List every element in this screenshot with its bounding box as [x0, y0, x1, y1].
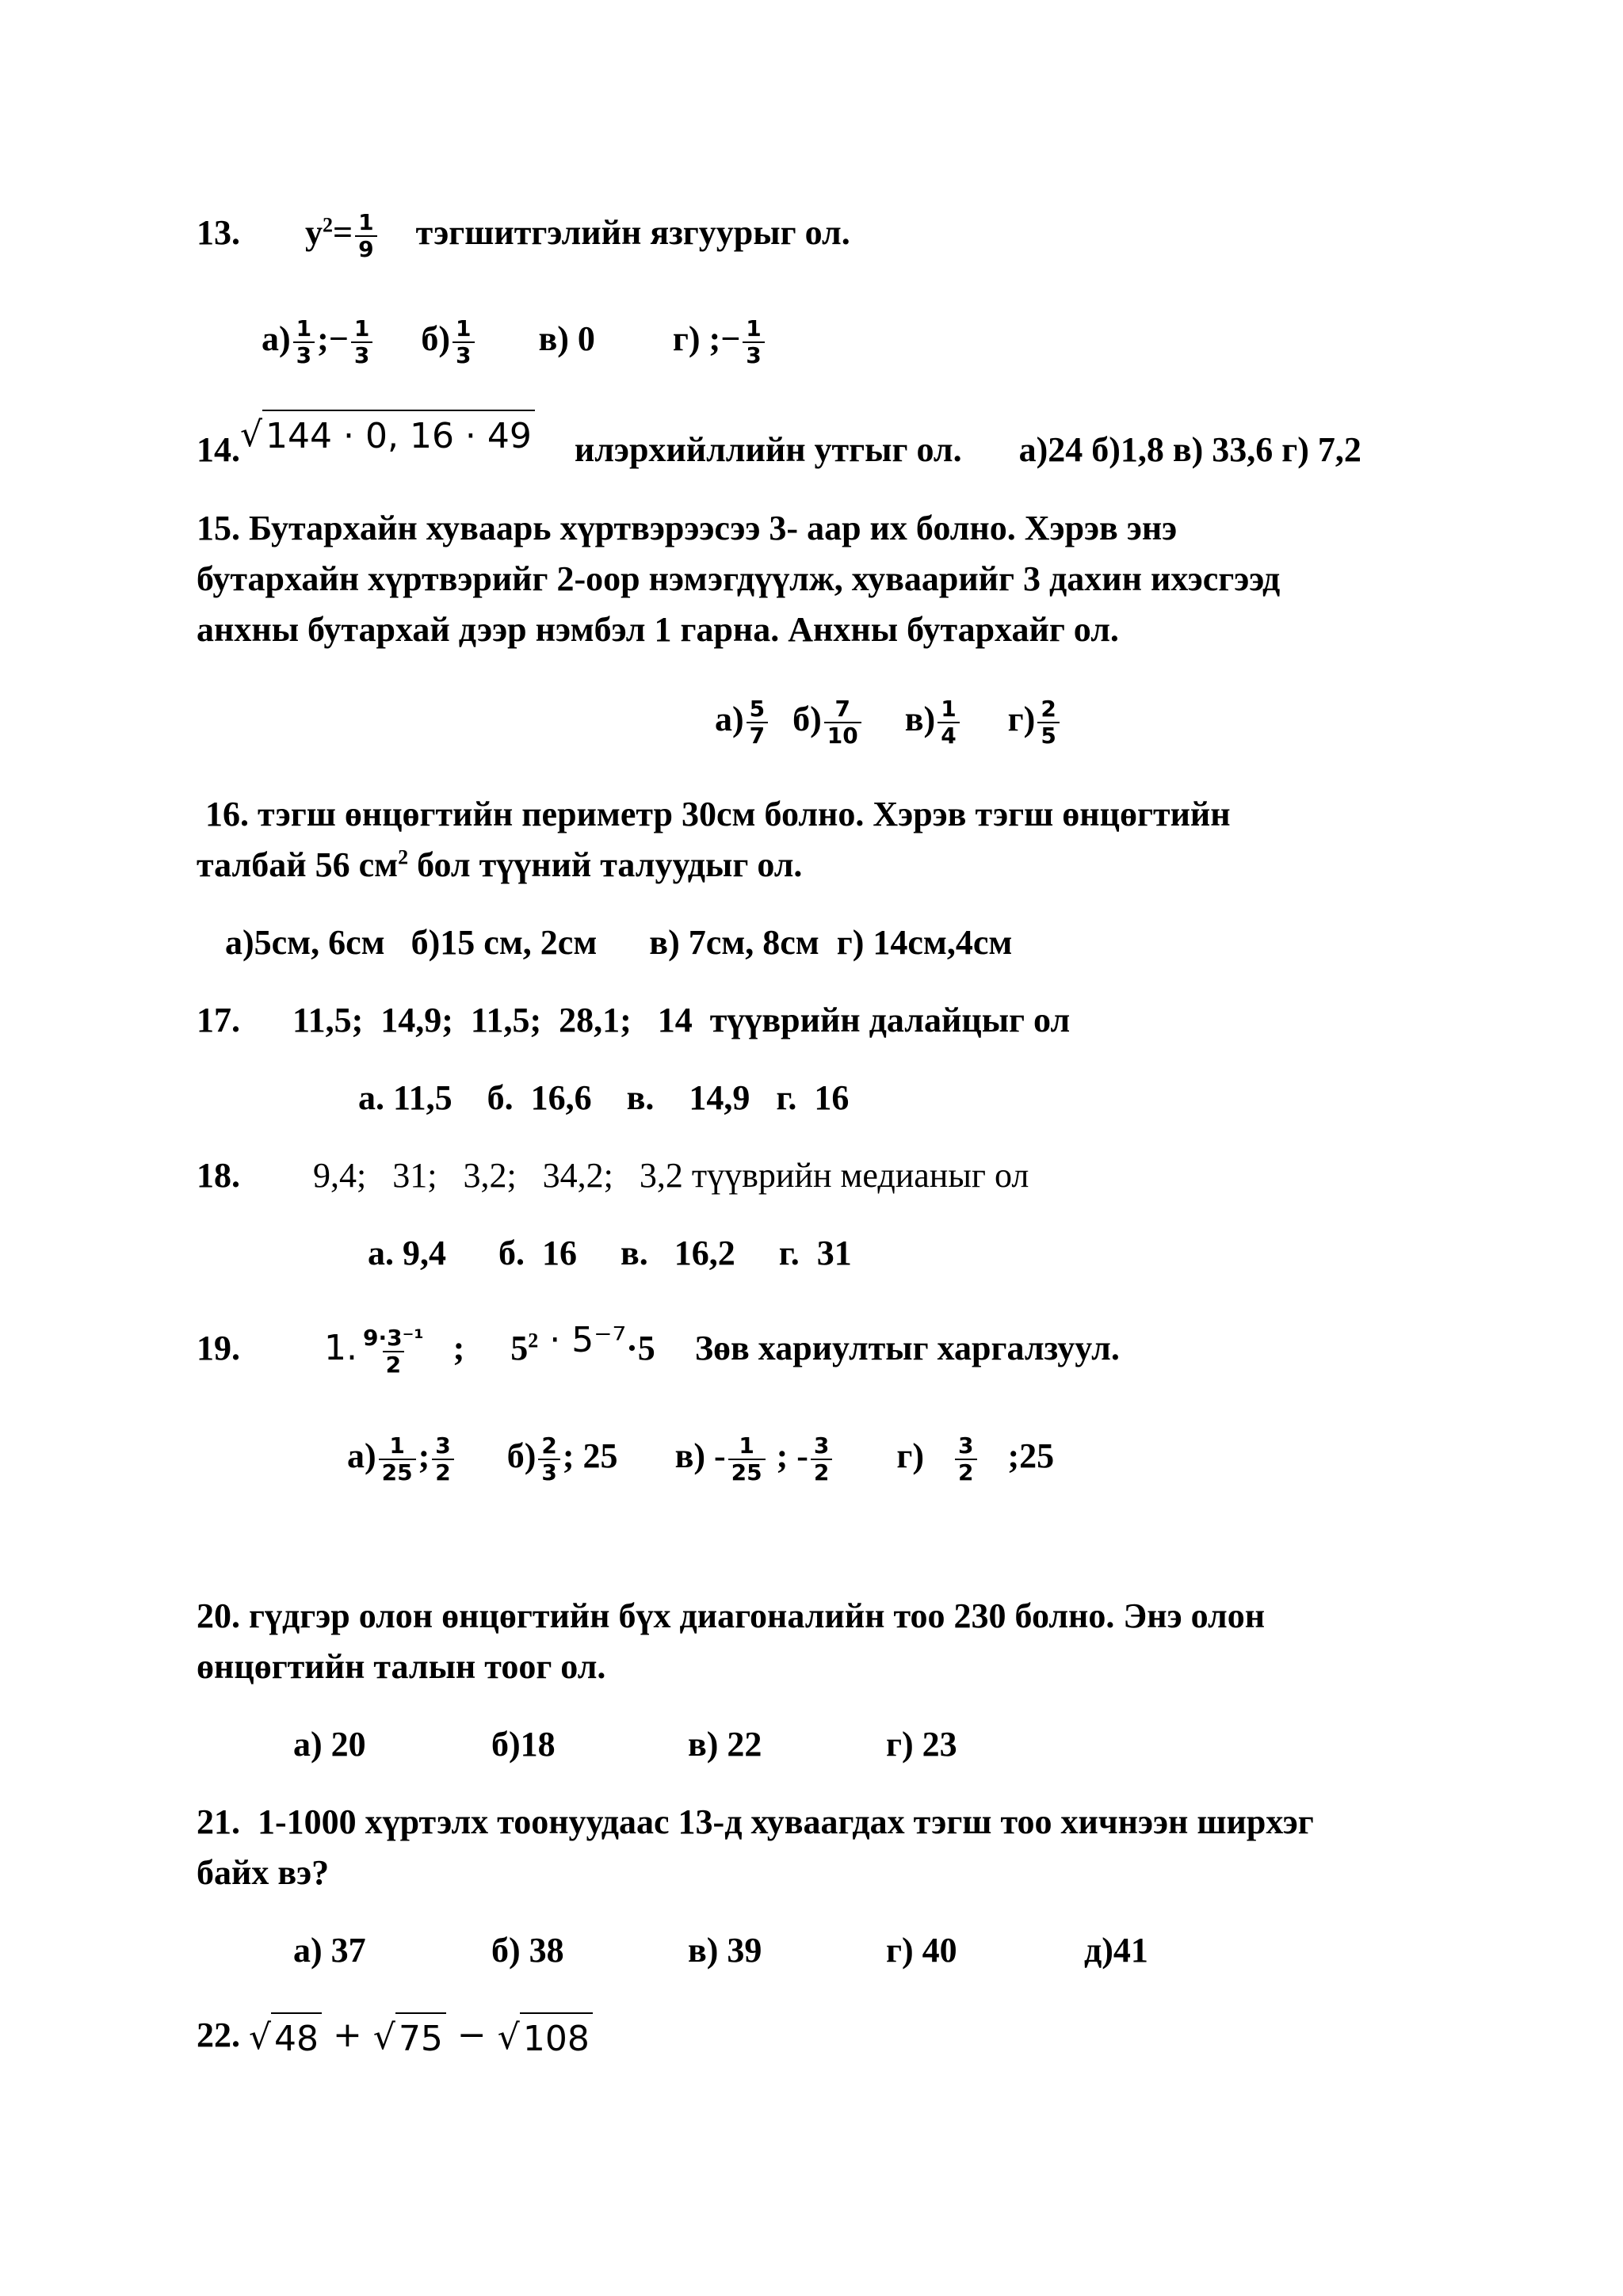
question-14	[197, 414, 1361, 479]
question-17: 17. 11,5; 14,9; 11,5; 28,1; 14 түүврийн далайцыг ол	[197, 1001, 1071, 1039]
square-root: √ 144 · 0, 16 · 49	[240, 410, 535, 462]
option-g-label: г)	[1007, 700, 1036, 738]
question-16-line-2	[197, 840, 802, 891]
option-b-label: б)	[506, 1436, 537, 1475]
question-text: 9,4; 31; 3,2; 34,2; 3,2 түүврийн медианыг ол	[313, 1156, 1029, 1195]
question-21-line-2: байх вэ?	[197, 1853, 330, 1892]
question-text: бол түүний талуудыг ол.	[408, 845, 803, 884]
option-g-label: г)	[896, 1436, 925, 1475]
option-b-rest: ; 25	[562, 1436, 618, 1475]
fraction: $\frac{1}{25}$	[379, 1433, 416, 1486]
fraction: $\frac{1}{3}$	[743, 316, 764, 368]
fraction: $\frac{1}{4}$	[938, 696, 959, 749]
question-19	[197, 1320, 1120, 1378]
fraction: $\frac{1}{25}$	[728, 1433, 766, 1486]
question-13	[197, 208, 850, 262]
separator: ;−	[317, 319, 349, 358]
question-number: 18.	[197, 1156, 240, 1195]
plus-sign: +	[322, 2015, 373, 2055]
question-number: 13.	[197, 213, 240, 252]
fraction: $\frac{3}{2}$	[955, 1433, 976, 1486]
separator: ;	[418, 1436, 430, 1475]
fraction: $\frac{3}{2}$	[432, 1433, 453, 1486]
question-15-line-3: анхны бутархай дээр нэмбэл 1 гарна. Анхны бутархайг ол.	[197, 610, 1119, 649]
square-root: √ 48	[249, 2012, 322, 2065]
option-g: г) 40	[886, 1931, 957, 1970]
option-a-label: а)	[262, 319, 291, 358]
equation-variable: y	[305, 213, 323, 252]
fraction: $\frac{1}{3}$	[351, 316, 372, 368]
option-v-label: в)	[904, 700, 936, 738]
option-v-label: в) -	[674, 1436, 726, 1475]
answers-15	[715, 694, 1062, 749]
fraction: $\frac{2}{5}$	[1037, 696, 1059, 749]
question-number: 19.	[197, 1329, 240, 1367]
option-b-label: б)	[421, 319, 451, 358]
question-number: 14.	[197, 430, 240, 469]
expression-base: 5	[510, 1329, 529, 1367]
fraction: $\frac{1}{9}$	[355, 210, 376, 262]
answer-options: а)24 б)1,8 в) 33,6 г) 7,2	[1018, 430, 1361, 469]
question-text: Зөв хариултыг харгалзуул.	[694, 1329, 1120, 1367]
answers-16: а)5см, 6см б)15 см, 2см в) 7см, 8см г) 14см,4см	[225, 923, 1013, 962]
question-15-line-1: 15. Бутархайн хуваарь хүртвэрээсээ 3- аар их болно. Хэрэв энэ	[197, 509, 1178, 547]
separator: ;	[453, 1329, 465, 1367]
answers-18: а. 9,4 б. 16 в. 16,2 г. 31	[368, 1234, 852, 1272]
expression-power: · 5⁻⁷	[538, 1320, 627, 1360]
answers-13	[262, 314, 767, 368]
expression-tail: ·5	[626, 1329, 655, 1367]
question-21-line-1: 21. 1-1000 хүртэлх тоонуудаас 13-д хуваагдах тэгш тоо хичнээн ширхэг	[197, 1802, 1314, 1841]
fraction: $\frac{1}{3}$	[293, 316, 315, 368]
option-a: а) 37	[293, 1931, 366, 1970]
option-v: в) 22	[688, 1725, 762, 1764]
answers-21	[293, 1925, 1203, 1976]
question-16-line-1: 16. тэгш өнцөгтийн периметр 30см болно. Хэрэв тэгш өнцөгтийн	[197, 795, 1231, 833]
fraction: $\frac{\text{9·3⁻¹}}{2}$	[362, 1324, 424, 1378]
expression-index: 1.	[324, 1328, 357, 1368]
equation-exponent: 2	[323, 213, 333, 237]
option-a-label: а)	[347, 1436, 376, 1475]
option-g-label: г) ;−	[672, 319, 741, 358]
answers-20	[293, 1719, 1084, 1770]
question-18	[197, 1150, 1029, 1201]
answers-19	[347, 1431, 1054, 1486]
option-b: б) 38	[491, 1931, 564, 1970]
question-number: 22.	[197, 2016, 240, 2054]
superscript: 2	[528, 1329, 539, 1352]
question-20-line-1: 20. гүдгэр олон өнцөгтийн бүх диагоналийн тоо 230 болно. Энэ олон	[197, 1596, 1266, 1635]
question-text: тэгшитгэлийн язгуурыг ол.	[415, 213, 850, 252]
question-text: талбай 56 см	[197, 845, 399, 884]
option-g-rest: ;25	[1007, 1436, 1055, 1475]
question-15-line-2: бутархайн хүртвэрийг 2-оор нэмэгдүүлж, хуваарийг 3 дахин ихэсгээд	[197, 559, 1281, 598]
option-b-label: б)	[792, 700, 822, 738]
square-root: √ 108	[498, 2012, 593, 2065]
superscript: 2	[398, 845, 409, 869]
option-d: д)41	[1084, 1931, 1148, 1970]
option-v: в) 39	[688, 1931, 762, 1970]
minus-sign: −	[445, 2015, 498, 2055]
option-a: а) 20	[293, 1725, 366, 1764]
fraction: $\frac{5}{7}$	[747, 696, 768, 749]
fraction: $\frac{1}{3}$	[453, 316, 474, 368]
option-g: г) 23	[886, 1725, 957, 1764]
fraction: $\frac{3}{2}$	[811, 1433, 832, 1486]
fraction: $\frac{2}{3}$	[538, 1433, 559, 1486]
answers-17: а. 11,5 б. 16,6 в. 14,9 г. 16	[358, 1078, 850, 1117]
square-root: √ 75	[373, 2012, 446, 2065]
option-b: б)18	[491, 1725, 556, 1764]
fraction: $\frac{7}{10}$	[824, 696, 861, 749]
question-text: илэрхийллийн утгыг ол.	[574, 430, 962, 469]
equals-sign: =	[333, 213, 353, 252]
separator: ; -	[767, 1436, 808, 1475]
option-a-label: а)	[715, 700, 744, 738]
question-20-line-2: өнцөгтийн талын тоог ол.	[197, 1647, 606, 1686]
question-22	[197, 2010, 593, 2065]
option-v: в) 0	[538, 319, 595, 358]
